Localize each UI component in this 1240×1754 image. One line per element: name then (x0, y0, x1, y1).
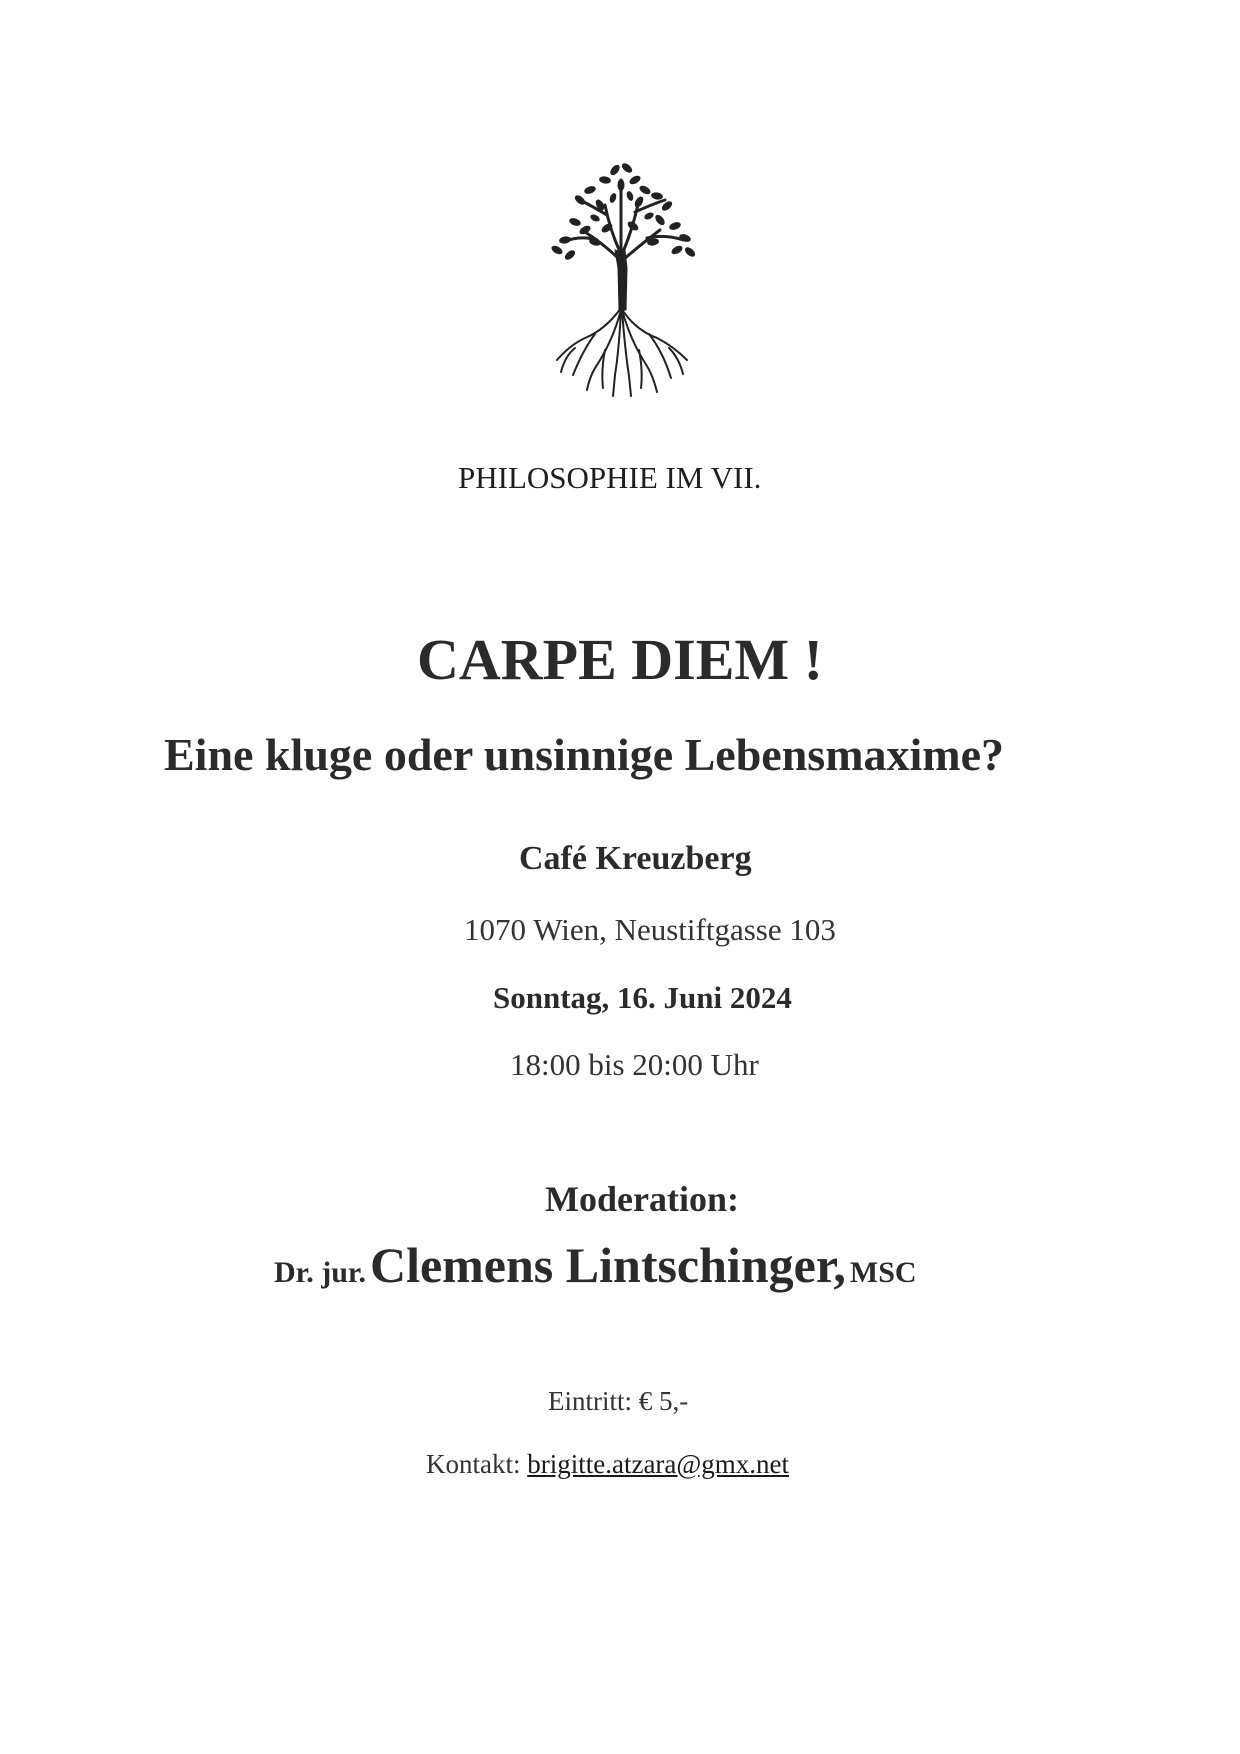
venue-name: Café Kreuzberg (519, 840, 752, 877)
moderator-suffix: MSC (849, 1256, 917, 1289)
moderator-name: Clemens Lintschinger, (369, 1237, 846, 1293)
entry-fee: Eintritt: € 5,- (548, 1386, 689, 1416)
page-subtitle: Eine kluge oder unsinnige Lebensmaxime? (164, 729, 1005, 780)
contact-label: Kontakt: (426, 1449, 521, 1479)
series-title: PHILOSOPHIE IM VII. (458, 460, 762, 495)
moderator-prefix: Dr. jur. (274, 1256, 366, 1289)
event-time: 18:00 bis 20:00 Uhr (510, 1047, 759, 1082)
contact-email-link[interactable]: brigitte.atzara@gmx.net (527, 1449, 790, 1479)
tree-of-life-icon (535, 160, 710, 400)
event-date: Sonntag, 16. Juni 2024 (493, 980, 792, 1015)
moderation-label: Moderation: (545, 1179, 739, 1219)
page-title: CARPE DIEM ! (417, 627, 823, 692)
moderator (274, 1236, 917, 1294)
contact-line (426, 1449, 789, 1480)
venue-address: 1070 Wien, Neustiftgasse 103 (464, 912, 836, 947)
